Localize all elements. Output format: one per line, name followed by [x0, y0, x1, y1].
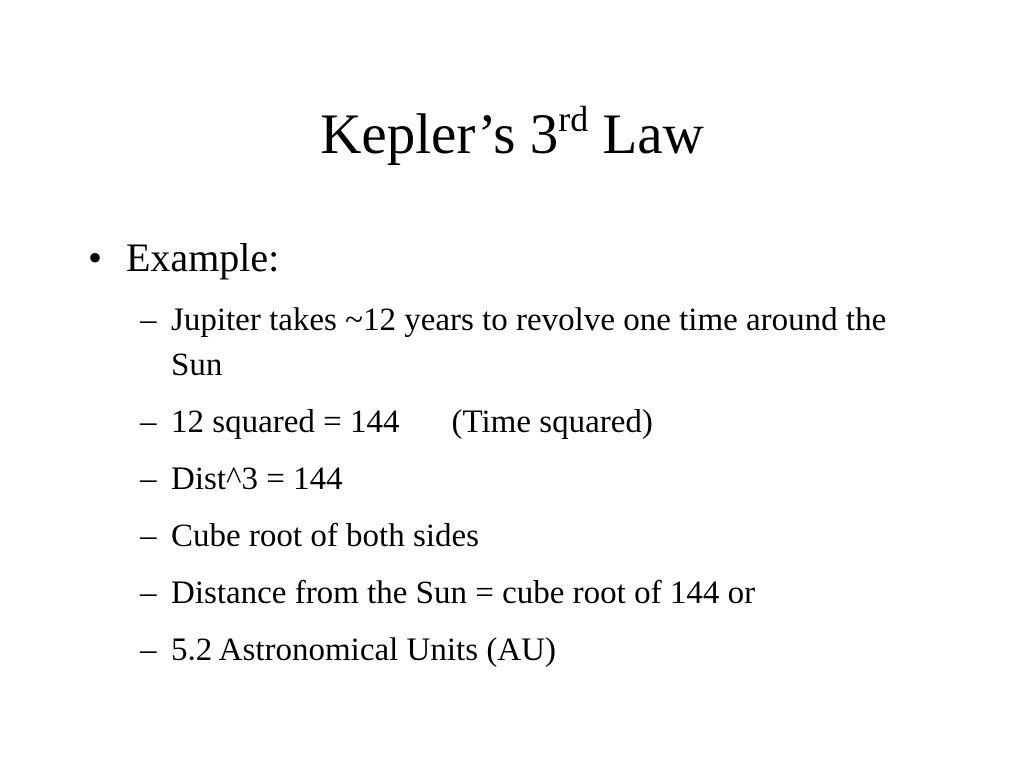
sub-item-text: Cube root of both sides [171, 518, 479, 554]
bullet-item-example [0, 232, 1024, 284]
sub-item-text: Dist^3 = 144 [171, 461, 343, 497]
bullet-marker: • [88, 235, 103, 280]
sub-item-marker: – [140, 575, 157, 611]
sub-item-text: 5.2 Astronomical Units (AU) [171, 632, 556, 668]
sub-item-marker: – [140, 461, 157, 497]
sub-item-marker: – [140, 302, 157, 338]
slide-title-main: Kepler’s 3 [320, 103, 559, 166]
sub-item-marker: – [140, 404, 157, 440]
sub-item-text: Jupiter takes ~12 years to revolve one time around the Sun [171, 302, 887, 383]
bullet-text: Example: [126, 235, 280, 280]
slide-title-suffix: Law [588, 103, 704, 166]
slide-title-superscript: rd [558, 99, 589, 139]
sub-item-marker: – [140, 632, 157, 668]
sub-item-note: (Time squared) [451, 404, 653, 440]
sub-item-marker: – [140, 518, 157, 554]
sub-item-text-wrapper [171, 400, 891, 445]
sub-item-text: Distance from the Sun = cube root of 144 or [171, 575, 756, 611]
sub-item-text: 12 squared = 144 [171, 404, 400, 440]
